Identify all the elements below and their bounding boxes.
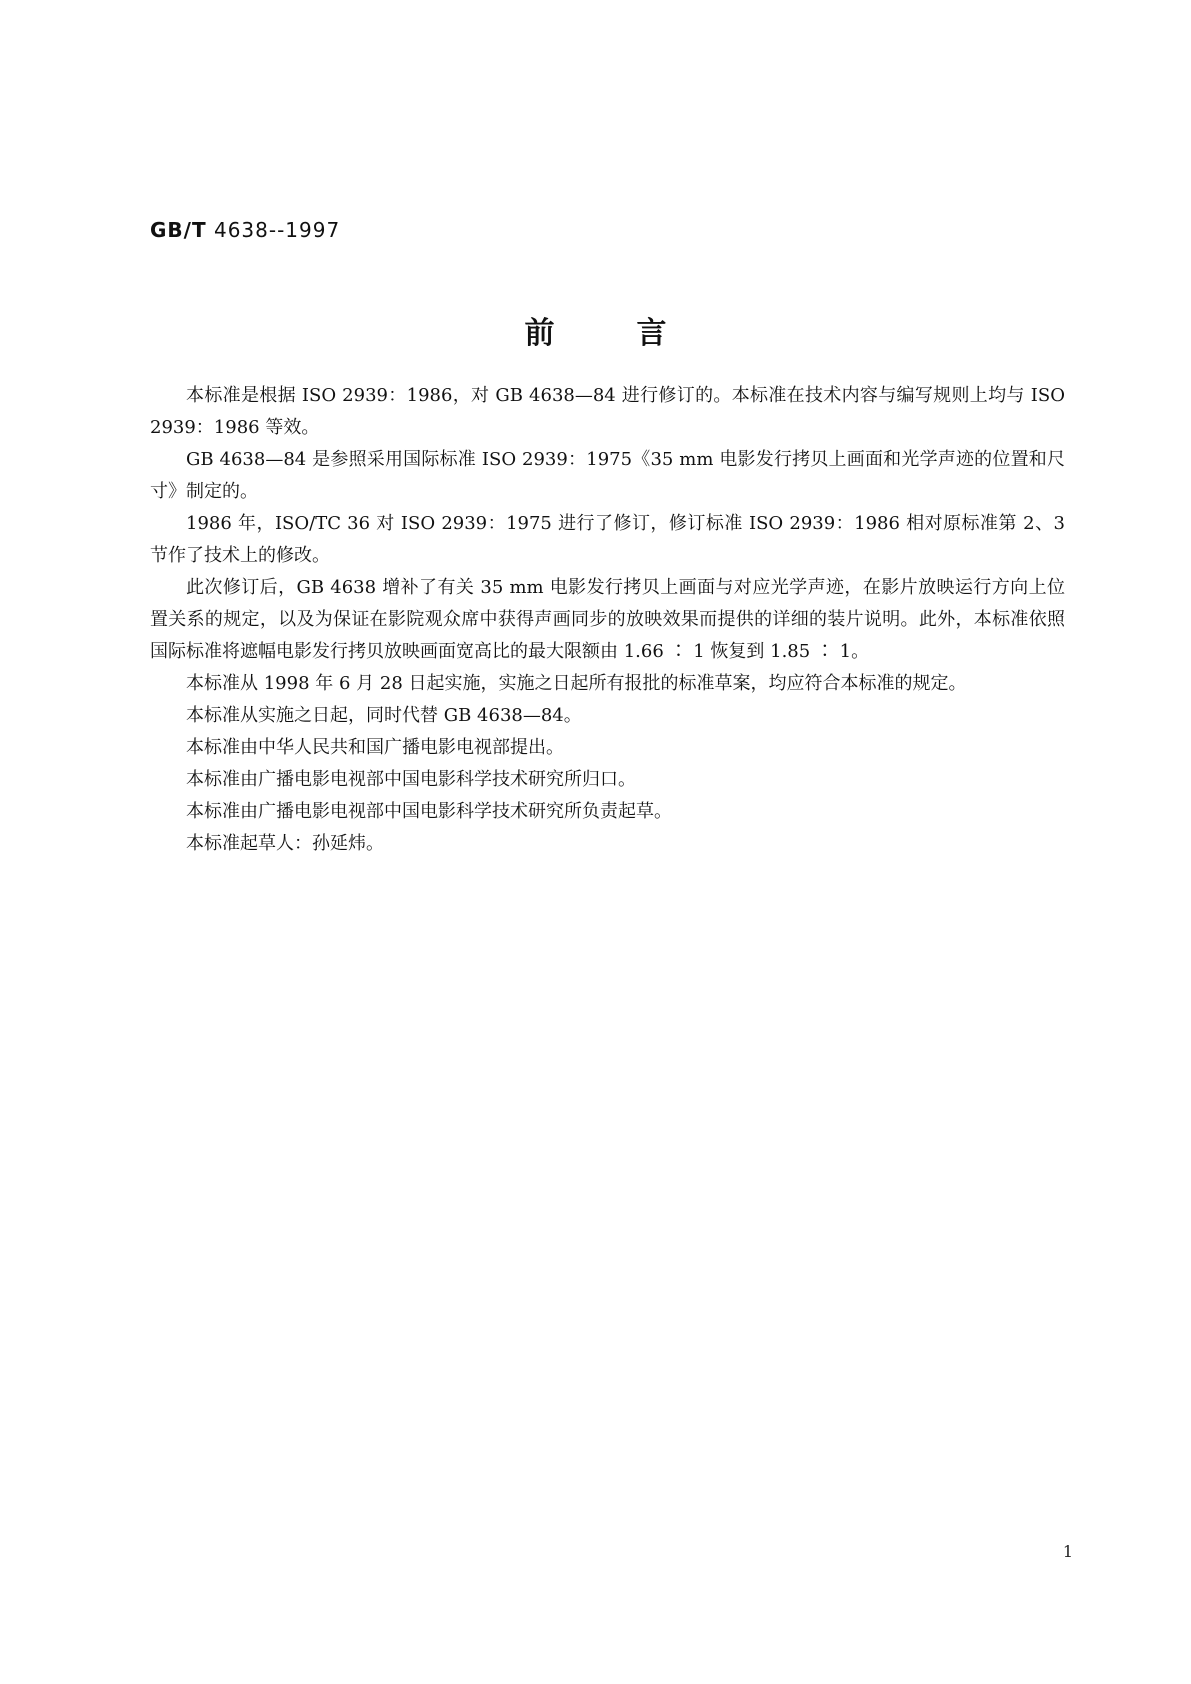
- paragraph-4: 此次修订后，GB 4638 增补了有关 35 mm 电影发行拷贝上画面与对应光学声迹，在影片放映运行方向上位置关系的规定，以及为保证在影院观众席中获得声画同步的放映效果而提供的详细的装片说明。此外，本标准依照国际标准将遮幅电影发行拷贝放映画面宽高比的最大限额由 1.66 ∶ 1 恢复到 1.85 ∶ 1。: [150, 577, 1065, 662]
- standard-code: [150, 218, 340, 242]
- paragraph-5: 本标准从 1998 年 6 月 28 日起实施，实施之日起所有报批的标准草案，均应符合本标准的规定。: [186, 673, 967, 694]
- paragraph-2: GB 4638—84 是参照采用国际标准 ISO 2939：1975《35 mm 电影发行拷贝上画面和光学声迹的位置和尺寸》制定的。: [150, 449, 1065, 502]
- paragraph-8: 本标准由广播电影电视部中国电影科学技术研究所归口。: [186, 769, 636, 790]
- paragraph-10: 本标准起草人：孙延炜。: [186, 833, 384, 854]
- paragraph-1: 本标准是根据 ISO 2939：1986，对 GB 4638—84 进行修订的。本标准在技术内容与编写规则上均与 ISO 2939：1986 等效。: [150, 385, 1065, 438]
- foreword-body: [150, 380, 1065, 860]
- paragraph-6: 本标准从实施之日起，同时代替 GB 4638—84。: [186, 705, 582, 726]
- paragraph-7: 本标准由中华人民共和国广播电影电视部提出。: [186, 737, 564, 758]
- page-number: 1: [1062, 1542, 1073, 1561]
- paragraph-3: 1986 年，ISO/TC 36 对 ISO 2939：1975 进行了修订，修订标准 ISO 2939：1986 相对原标准第 2、3 节作了技术上的修改。: [150, 513, 1065, 566]
- page-title: 前言: [524, 316, 749, 351]
- paragraph-9: 本标准由广播电影电视部中国电影科学技术研究所负责起草。: [186, 801, 672, 822]
- standard-code-prefix: GB/T: [150, 218, 207, 242]
- standard-code-number: 4638--1997: [213, 218, 341, 242]
